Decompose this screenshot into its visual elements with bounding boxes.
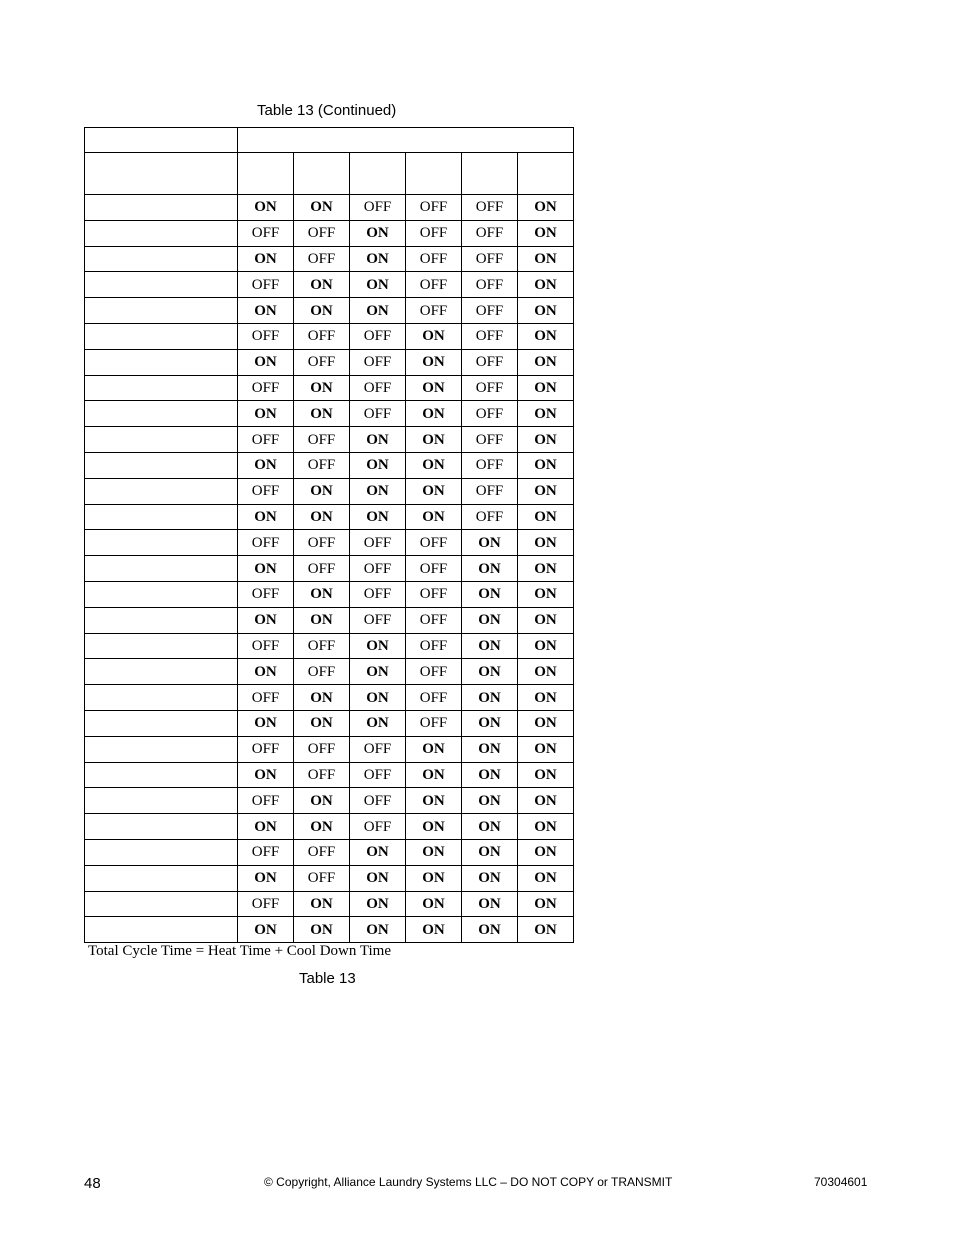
switch-state-cell: ON [238, 556, 294, 582]
switch-state-cell: OFF [350, 788, 406, 814]
switch-state-cell: ON [518, 685, 574, 711]
switch-state-cell: ON [518, 452, 574, 478]
switch-state-cell: OFF [294, 633, 350, 659]
row-label-cell [85, 839, 238, 865]
switch-state-cell: ON [518, 349, 574, 375]
switch-state-cell: ON [518, 917, 574, 943]
switch-state-cell: ON [462, 917, 518, 943]
switch-state-cell: ON [406, 323, 462, 349]
switch-state-cell: OFF [238, 581, 294, 607]
table-row [85, 220, 574, 246]
row-label-cell [85, 891, 238, 917]
switch-state-cell: OFF [462, 349, 518, 375]
switch-state-cell: OFF [238, 633, 294, 659]
switch-header-cell [462, 153, 518, 195]
row-label-cell [85, 452, 238, 478]
switch-state-cell: ON [238, 659, 294, 685]
table-row [85, 710, 574, 736]
switch-state-cell: ON [462, 530, 518, 556]
table-row [85, 685, 574, 711]
table-row [85, 736, 574, 762]
switch-state-cell: ON [462, 891, 518, 917]
table-row [85, 427, 574, 453]
row-label-cell [85, 788, 238, 814]
switch-state-cell: OFF [238, 891, 294, 917]
switch-state-cell: OFF [406, 272, 462, 298]
table-row [85, 762, 574, 788]
row-label-cell [85, 220, 238, 246]
switch-state-cell: OFF [238, 427, 294, 453]
switch-state-cell: ON [238, 917, 294, 943]
switch-state-cell: ON [462, 865, 518, 891]
switch-state-cell: OFF [462, 478, 518, 504]
switch-state-cell: ON [518, 427, 574, 453]
table-row [85, 633, 574, 659]
switch-state-cell: ON [462, 556, 518, 582]
table-row [85, 530, 574, 556]
switch-state-cell: OFF [462, 401, 518, 427]
switch-state-cell: OFF [350, 530, 406, 556]
switch-state-cell: OFF [350, 581, 406, 607]
switch-state-cell: ON [518, 530, 574, 556]
switch-state-cell: OFF [294, 323, 350, 349]
table-row [85, 814, 574, 840]
switch-state-cell: OFF [294, 427, 350, 453]
switch-header-cell [238, 153, 294, 195]
switch-state-cell: ON [518, 504, 574, 530]
dip-switch-table [84, 127, 574, 943]
switch-state-cell: OFF [238, 323, 294, 349]
table-row [85, 556, 574, 582]
switch-state-cell: ON [238, 607, 294, 633]
switch-state-cell: OFF [294, 349, 350, 375]
row-label-cell [85, 298, 238, 324]
switch-state-cell: OFF [406, 220, 462, 246]
switch-state-cell: ON [238, 246, 294, 272]
switch-header-cell [294, 153, 350, 195]
switch-state-cell: OFF [350, 814, 406, 840]
switch-state-cell: OFF [462, 195, 518, 221]
switch-state-cell: ON [294, 917, 350, 943]
switch-state-cell: ON [294, 298, 350, 324]
table-caption-bottom: Table 13 [299, 970, 356, 987]
switch-state-cell: ON [350, 865, 406, 891]
switch-state-cell: ON [406, 375, 462, 401]
table-row [85, 401, 574, 427]
row-label-cell [85, 246, 238, 272]
switch-state-cell: OFF [238, 272, 294, 298]
switch-state-cell: ON [518, 195, 574, 221]
switch-state-cell: OFF [406, 246, 462, 272]
table-row [85, 452, 574, 478]
switch-state-cell: ON [462, 710, 518, 736]
switch-state-cell: ON [406, 891, 462, 917]
switch-state-cell: OFF [406, 685, 462, 711]
switch-state-cell: ON [518, 581, 574, 607]
switch-state-cell: ON [518, 220, 574, 246]
switch-state-cell: ON [406, 478, 462, 504]
switch-state-cell: OFF [462, 323, 518, 349]
table-row [85, 917, 574, 943]
switch-state-cell: ON [518, 814, 574, 840]
switch-state-cell: ON [406, 401, 462, 427]
row-label-cell [85, 272, 238, 298]
switch-state-cell: ON [294, 375, 350, 401]
table-row [85, 298, 574, 324]
switch-state-cell: ON [294, 710, 350, 736]
switch-state-cell: OFF [462, 452, 518, 478]
copyright-notice: © Copyright, Alliance Laundry Systems LLC – DO NOT COPY or TRANSMIT [264, 1175, 673, 1189]
switch-state-cell: ON [406, 865, 462, 891]
switch-state-cell: OFF [294, 659, 350, 685]
switch-state-cell: OFF [294, 452, 350, 478]
row-label-cell [85, 530, 238, 556]
switch-state-cell: OFF [238, 530, 294, 556]
switch-state-cell: ON [406, 917, 462, 943]
row-label-cell [85, 814, 238, 840]
switch-state-cell: ON [238, 452, 294, 478]
table-row [85, 323, 574, 349]
switch-state-cell: OFF [350, 556, 406, 582]
switch-state-cell: ON [518, 298, 574, 324]
table-header-row [85, 128, 574, 153]
switch-state-cell: ON [350, 710, 406, 736]
row-label-cell [85, 865, 238, 891]
cycle-time-note: Total Cycle Time = Heat Time + Cool Down Time [88, 943, 391, 959]
table-row [85, 195, 574, 221]
row-label-cell [85, 685, 238, 711]
switch-state-cell: ON [406, 839, 462, 865]
table-row [85, 478, 574, 504]
switch-state-cell: OFF [294, 762, 350, 788]
switch-state-cell: ON [462, 607, 518, 633]
subheader-label-cell [85, 153, 238, 195]
switch-state-cell: OFF [462, 504, 518, 530]
switch-state-cell: OFF [238, 220, 294, 246]
switch-state-cell: ON [294, 478, 350, 504]
switch-state-cell: OFF [294, 246, 350, 272]
switch-state-cell: OFF [462, 427, 518, 453]
switch-header-cell [350, 153, 406, 195]
switch-state-cell: ON [350, 659, 406, 685]
row-label-cell [85, 633, 238, 659]
switch-header-cell [406, 153, 462, 195]
row-label-cell [85, 504, 238, 530]
switch-state-cell: ON [462, 659, 518, 685]
row-label-cell [85, 401, 238, 427]
switch-state-cell: OFF [406, 710, 462, 736]
switch-state-cell: OFF [238, 788, 294, 814]
switch-state-cell: ON [462, 839, 518, 865]
switch-state-cell: ON [238, 298, 294, 324]
row-label-cell [85, 659, 238, 685]
switch-state-cell: ON [462, 685, 518, 711]
switch-state-cell: OFF [350, 195, 406, 221]
table-caption-top: Table 13 (Continued) [257, 102, 397, 119]
switch-state-cell: OFF [238, 736, 294, 762]
switch-state-cell: OFF [406, 298, 462, 324]
switch-state-cell: ON [350, 246, 406, 272]
switch-state-cell: OFF [350, 401, 406, 427]
switch-state-cell: ON [294, 581, 350, 607]
switch-state-cell: OFF [238, 375, 294, 401]
switch-state-cell: ON [238, 814, 294, 840]
row-label-cell [85, 607, 238, 633]
switch-state-cell: ON [518, 659, 574, 685]
switch-state-cell: ON [350, 452, 406, 478]
table-row [85, 272, 574, 298]
row-label-cell [85, 478, 238, 504]
switch-state-cell: ON [238, 401, 294, 427]
switch-state-cell: ON [350, 504, 406, 530]
switch-state-cell: OFF [462, 272, 518, 298]
switch-state-cell: ON [406, 814, 462, 840]
switch-state-cell: OFF [294, 556, 350, 582]
table-row [85, 839, 574, 865]
switch-state-cell: ON [518, 478, 574, 504]
table-row [85, 246, 574, 272]
switch-state-cell: OFF [406, 556, 462, 582]
switch-state-cell: OFF [462, 246, 518, 272]
table-row [85, 504, 574, 530]
switch-state-cell: ON [350, 891, 406, 917]
switch-state-cell: ON [462, 814, 518, 840]
switch-state-cell: ON [518, 633, 574, 659]
row-label-cell [85, 581, 238, 607]
switch-state-cell: ON [294, 685, 350, 711]
switch-state-cell: ON [406, 736, 462, 762]
switch-state-cell: ON [238, 195, 294, 221]
switch-state-cell: ON [518, 246, 574, 272]
switch-state-cell: ON [238, 349, 294, 375]
switch-state-cell: ON [518, 710, 574, 736]
table-row [85, 891, 574, 917]
switch-state-cell: OFF [294, 839, 350, 865]
switch-state-cell: OFF [350, 323, 406, 349]
switch-state-cell: ON [406, 762, 462, 788]
switch-state-cell: OFF [406, 530, 462, 556]
switch-state-cell: ON [350, 478, 406, 504]
switch-state-cell: ON [294, 891, 350, 917]
switch-state-cell: ON [350, 272, 406, 298]
switch-state-cell: ON [462, 788, 518, 814]
switch-state-cell: ON [350, 220, 406, 246]
switch-state-cell: ON [518, 891, 574, 917]
table-row [85, 581, 574, 607]
switch-state-cell: ON [350, 839, 406, 865]
switch-state-cell: ON [350, 427, 406, 453]
switch-state-cell: ON [350, 685, 406, 711]
switch-state-cell: ON [238, 504, 294, 530]
row-label-cell [85, 556, 238, 582]
switch-state-cell: ON [406, 788, 462, 814]
table-row [85, 375, 574, 401]
switch-state-cell: ON [238, 762, 294, 788]
row-label-cell [85, 917, 238, 943]
switch-state-cell: OFF [350, 349, 406, 375]
switch-state-cell: ON [462, 762, 518, 788]
table-subheader-row [85, 153, 574, 195]
switch-state-cell: OFF [294, 220, 350, 246]
switch-state-cell: OFF [350, 607, 406, 633]
switch-state-cell: OFF [406, 581, 462, 607]
switch-state-cell: ON [518, 272, 574, 298]
switch-state-cell: OFF [350, 762, 406, 788]
switch-state-cell: ON [518, 401, 574, 427]
switch-state-cell: ON [294, 788, 350, 814]
switch-state-cell: ON [406, 504, 462, 530]
switch-state-cell: ON [518, 323, 574, 349]
table-row [85, 607, 574, 633]
switch-state-cell: OFF [350, 375, 406, 401]
table-row [85, 349, 574, 375]
table-row [85, 788, 574, 814]
switch-state-cell: ON [518, 607, 574, 633]
row-label-cell [85, 323, 238, 349]
switch-state-cell: OFF [350, 736, 406, 762]
row-label-cell [85, 349, 238, 375]
switch-state-cell: ON [350, 917, 406, 943]
switch-state-cell: ON [406, 427, 462, 453]
switch-state-cell: ON [518, 865, 574, 891]
switch-state-cell: OFF [238, 839, 294, 865]
table-row [85, 659, 574, 685]
switch-state-cell: ON [294, 195, 350, 221]
row-label-cell [85, 762, 238, 788]
header-span-cell [238, 128, 574, 153]
switch-state-cell: ON [350, 298, 406, 324]
switch-state-cell: OFF [462, 298, 518, 324]
table-row [85, 865, 574, 891]
switch-state-cell: ON [518, 839, 574, 865]
switch-state-cell: ON [462, 633, 518, 659]
switch-state-cell: OFF [462, 375, 518, 401]
row-label-cell [85, 427, 238, 453]
switch-state-cell: ON [406, 452, 462, 478]
switch-state-cell: ON [294, 814, 350, 840]
page-number: 48 [84, 1175, 101, 1192]
switch-state-cell: OFF [406, 195, 462, 221]
switch-state-cell: ON [518, 556, 574, 582]
switch-state-cell: OFF [294, 865, 350, 891]
switch-state-cell: ON [518, 375, 574, 401]
switch-state-cell: ON [294, 401, 350, 427]
document-number: 70304601 [814, 1175, 868, 1189]
row-label-cell [85, 195, 238, 221]
switch-state-cell: ON [294, 607, 350, 633]
switch-state-cell: ON [294, 272, 350, 298]
row-label-cell [85, 736, 238, 762]
switch-state-cell: OFF [462, 220, 518, 246]
row-label-cell [85, 375, 238, 401]
switch-state-cell: ON [350, 633, 406, 659]
switch-header-cell [518, 153, 574, 195]
switch-state-cell: ON [406, 349, 462, 375]
switch-state-cell: ON [238, 710, 294, 736]
switch-state-cell: ON [462, 736, 518, 762]
switch-state-cell: ON [518, 762, 574, 788]
switch-state-cell: ON [238, 865, 294, 891]
switch-state-cell: OFF [238, 478, 294, 504]
row-label-cell [85, 710, 238, 736]
switch-state-cell: ON [462, 581, 518, 607]
switch-state-cell: ON [294, 504, 350, 530]
switch-state-cell: ON [518, 788, 574, 814]
switch-state-cell: OFF [238, 685, 294, 711]
switch-state-cell: ON [518, 736, 574, 762]
switch-state-cell: OFF [294, 530, 350, 556]
switch-state-cell: OFF [406, 659, 462, 685]
switch-state-cell: OFF [406, 607, 462, 633]
header-label-cell [85, 128, 238, 153]
switch-state-cell: OFF [294, 736, 350, 762]
switch-state-cell: OFF [406, 633, 462, 659]
